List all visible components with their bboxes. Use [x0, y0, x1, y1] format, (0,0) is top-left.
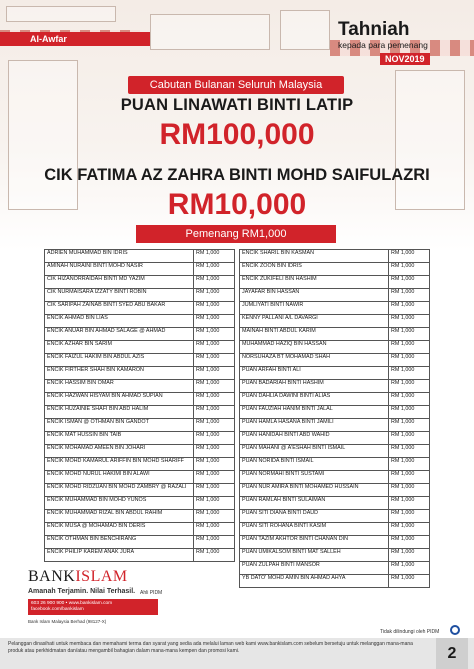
winner-row	[45, 458, 235, 471]
winner-name: PUAN FAUZIAH HANIM BINTI JALAL	[240, 406, 389, 419]
winner-amount: RM 1,000	[194, 263, 235, 276]
winner-name: ENCIK MOHD RIDZUAN BIN MOHD ZAMBRY @ RAZALI	[45, 484, 194, 497]
winner-row	[45, 406, 235, 419]
pidm-member-label: Ahli PIDM	[140, 590, 163, 596]
winner-amount: RM 1,000	[194, 471, 235, 484]
winner-amount: RM 1,000	[389, 328, 430, 341]
section-tag: Al-Awfar	[0, 32, 150, 46]
congratulations-heading	[338, 19, 448, 64]
winner-name: PUAN DAHLIA DAWINI BINTI ALIAS	[240, 393, 389, 406]
winner-amount: RM 1,000	[194, 328, 235, 341]
winner-row	[45, 393, 235, 406]
winners-table-right	[239, 249, 430, 588]
winner-name: PUAN NORIDA BINTI ISMAIL	[240, 458, 389, 471]
winner-row	[45, 549, 235, 562]
winner-amount: RM 1,000	[194, 367, 235, 380]
winner-amount: RM 1,000	[194, 302, 235, 315]
winner-name: PUAN NUR AMIRA BINTI MOHAMED HUSSAIN	[240, 484, 389, 497]
winner-amount: RM 1,000	[194, 380, 235, 393]
tahniah-title: Tahniah	[338, 19, 410, 40]
winner-amount: RM 1,000	[194, 250, 235, 263]
grand-winner-name: PUAN LINAWATI BINTI LATIP	[120, 96, 354, 114]
winner-name: ENCIK MUSA @ MOHAMAD BIN DERIS	[45, 523, 194, 536]
bank-branding	[28, 568, 188, 624]
winner-name: PUAN HANIDAH BINTI ABD WAHID	[240, 432, 389, 445]
winner-row	[240, 263, 430, 276]
winner-amount: RM 1,000	[194, 523, 235, 536]
winner-amount: RM 1,000	[389, 510, 430, 523]
winner-row	[240, 471, 430, 484]
winner-row	[240, 432, 430, 445]
winner-amount: RM 1,000	[389, 367, 430, 380]
winner-name: ADRIEN MUHAMMAD BIN IDRIS	[45, 250, 194, 263]
winner-row	[240, 419, 430, 432]
winner-amount: RM 1,000	[389, 432, 430, 445]
winner-amount: RM 1,000	[194, 432, 235, 445]
winner-amount: RM 1,000	[194, 484, 235, 497]
tahniah-subtitle: kepada para pemenang	[338, 40, 428, 50]
winner-amount: RM 1,000	[194, 536, 235, 549]
winner-amount: RM 1,000	[194, 458, 235, 471]
winner-name: ENCIK ZOON BIN IDRIS	[240, 263, 389, 276]
winner-amount: RM 1,000	[389, 393, 430, 406]
winner-amount: RM 1,000	[389, 263, 430, 276]
winner-name: PUAN TAZIM AKHTOR BINTI CHANAN DIN	[240, 536, 389, 549]
winner-amount: RM 1,000	[194, 315, 235, 328]
building-illustration	[280, 10, 330, 50]
winner-name: ENCIK ZUKIFELI BIN HASHIM	[240, 276, 389, 289]
month-badge: NOV2019	[380, 53, 430, 65]
winner-name: PUAN NORMAHI BINTI SUSTAMI	[240, 471, 389, 484]
winner-name: MAINAH BINTI ABDUL KARIM	[240, 328, 389, 341]
winners-subtitle: Pemenang RM1,000	[136, 225, 336, 243]
logo-text-bank: BANK	[28, 568, 76, 585]
winner-row	[45, 354, 235, 367]
winner-name: ENCIK AHMAD BIN LIAS	[45, 315, 194, 328]
winner-name: ENCIK MOHD NURUL HAKIMI BIN ALAWI	[45, 471, 194, 484]
winner-row	[240, 380, 430, 393]
winner-amount: RM 1,000	[389, 549, 430, 562]
winner-name: ENCIK AZHAR BIN SARIM	[45, 341, 194, 354]
winner-row	[45, 276, 235, 289]
winner-name: ENCIK HUZAINIE SHAFI BIN ABD HALIM	[45, 406, 194, 419]
building-illustration	[6, 6, 116, 22]
winner-row	[240, 549, 430, 562]
winner-amount: RM 1,000	[389, 380, 430, 393]
winner-name: PUAN HAMLA HASANA BINTI JAMILI	[240, 419, 389, 432]
winner-row	[45, 289, 235, 302]
winner-name: JAYAFAR BIN HASSAN	[240, 289, 389, 302]
winner-row	[45, 315, 235, 328]
winner-row	[240, 328, 430, 341]
winner-row	[45, 380, 235, 393]
winner-row	[240, 341, 430, 354]
winner-row	[240, 354, 430, 367]
winner-amount: RM 1,000	[389, 458, 430, 471]
winner-name: PUAN ZULPAH BINTI MANSOR	[240, 562, 389, 575]
winner-row	[240, 250, 430, 263]
second-prize-amount: RM10,000	[167, 188, 307, 221]
winner-name: ENCIK HASSIM BIN OMAR	[45, 380, 194, 393]
winner-amount: RM 1,000	[389, 341, 430, 354]
winner-name: YB DATO' MOHD AMIN BIN AHMAD AHYA	[240, 575, 389, 588]
winner-row	[240, 315, 430, 328]
winner-row	[240, 289, 430, 302]
winner-amount: RM 1,000	[194, 341, 235, 354]
winner-name: PUAN SITI DIANA BINTI DAUD	[240, 510, 389, 523]
winner-row	[240, 536, 430, 549]
winner-amount: RM 1,000	[194, 393, 235, 406]
winner-row	[240, 367, 430, 380]
winner-amount: RM 1,000	[389, 276, 430, 289]
draw-title: Cabutan Bulanan Seluruh Malaysia	[128, 76, 344, 94]
winner-name: PUAN RAMLAH BINTI SULAIMAN	[240, 497, 389, 510]
pidm-notice: Tidak dilindungi oleh PIDM	[380, 629, 440, 635]
winner-name: ENCIK FAIZUL HAKIM BIN ABDUL AZIS	[45, 354, 194, 367]
winner-name: AMINAH NURAINI BINTI MOHD NASIR	[45, 263, 194, 276]
winner-amount: RM 1,000	[389, 523, 430, 536]
contact-facebook: facebook.com/bankislam	[31, 607, 84, 612]
winner-row	[45, 471, 235, 484]
winners-table-left	[44, 249, 235, 562]
winner-amount: RM 1,000	[194, 289, 235, 302]
winner-amount: RM 1,000	[389, 575, 430, 588]
winner-amount: RM 1,000	[389, 471, 430, 484]
winner-amount: RM 1,000	[194, 549, 235, 562]
building-illustration	[150, 14, 270, 50]
disclaimer-text: Pelanggan dinasihati untuk membaca dan memahami terma dan syarat yang sedia ada melalui laman web kami www.bankislam.com sebelum bersetuju untuk melanggan mana-mana produk atau perkhidmatan dan/atau mengambil bahagian dalam mana-mana kempen dan promosi kami.	[8, 641, 413, 654]
winner-amount: RM 1,000	[389, 315, 430, 328]
logo-text-islam: ISLAM	[75, 568, 128, 585]
winner-name: ENCIK HAZWAN HISYAM BIN AHMAD SUPIAN	[45, 393, 194, 406]
winner-row	[45, 432, 235, 445]
winner-row	[240, 445, 430, 458]
winner-row	[240, 276, 430, 289]
winner-row	[45, 419, 235, 432]
winner-amount: RM 1,000	[389, 536, 430, 549]
winner-amount: RM 1,000	[389, 562, 430, 575]
winner-row	[240, 406, 430, 419]
contact-box	[28, 599, 158, 615]
winner-amount: RM 1,000	[389, 497, 430, 510]
winner-amount: RM 1,000	[194, 354, 235, 367]
winner-name: ENCIK PHILIP KAREM ANAK JURA	[45, 549, 194, 562]
winner-name: CIK NURMAISARA IZZATY BINTI ROBIN	[45, 289, 194, 302]
winner-amount: RM 1,000	[194, 276, 235, 289]
bank-tagline: Amanah Terjamin. Nilai Terhasil.	[28, 588, 136, 595]
winner-row	[45, 263, 235, 276]
winner-amount: RM 1,000	[389, 406, 430, 419]
winner-amount: RM 1,000	[389, 354, 430, 367]
winner-name: PUAN BADARIAH BINTI HASHIM	[240, 380, 389, 393]
grand-prize-amount: RM100,000	[159, 118, 315, 151]
winner-row	[240, 497, 430, 510]
winner-name: CIK HIZANORRAIDAH BINTI MD YAZIM	[45, 276, 194, 289]
winner-row	[240, 575, 430, 588]
winner-row	[45, 328, 235, 341]
winner-row	[240, 484, 430, 497]
page-number: 2	[436, 638, 468, 669]
winner-row	[45, 484, 235, 497]
winner-row	[45, 497, 235, 510]
winner-name: PUAN SITI ROHANA BINTI KASIM	[240, 523, 389, 536]
winner-name: ENCIK ISMAN @ OTHMAN BIN GANDOT	[45, 419, 194, 432]
winner-row	[240, 458, 430, 471]
winner-amount: RM 1,000	[194, 497, 235, 510]
winner-row	[240, 302, 430, 315]
bank-logo	[28, 568, 188, 586]
winner-amount: RM 1,000	[194, 510, 235, 523]
winner-name: ENCIK FIRTHER SHAH BIN KAMARON	[45, 367, 194, 380]
winner-name: CIK SARIPAH ZAINAB BINTI SYED ABU BAKAR	[45, 302, 194, 315]
winner-name: ENCIK MAT HUSSIN BIN TAIB	[45, 432, 194, 445]
winner-row	[45, 302, 235, 315]
winner-name: ENCIK OTHMAN BIN BENCHIRANG	[45, 536, 194, 549]
winner-name: NORSUHAZA BT MOHAMAD SHAH	[240, 354, 389, 367]
winner-row	[240, 562, 430, 575]
winner-name: KENNY PALLANI A/L DAVARGI	[240, 315, 389, 328]
winner-name: ENCIK MOHD KAMARUL ARIFFIN BIN MOHD SHARIFF	[45, 458, 194, 471]
winner-name: ENCIK SHARIL BIN KASMAN	[240, 250, 389, 263]
winner-row	[240, 393, 430, 406]
winner-name: ENCIK MOHAMAD AMEEN BIN JOHARI	[45, 445, 194, 458]
winner-row	[45, 523, 235, 536]
winner-name: PUAN UMIKALSOM BINTI MAT SALLEH	[240, 549, 389, 562]
winner-row	[45, 536, 235, 549]
winner-row	[45, 445, 235, 458]
pidm-logo-icon	[450, 625, 460, 635]
winner-row	[45, 341, 235, 354]
winner-amount: RM 1,000	[389, 302, 430, 315]
winner-row	[45, 510, 235, 523]
winner-row	[45, 250, 235, 263]
winner-row	[240, 510, 430, 523]
winner-name: PUAN ARFAH BINTI ALI	[240, 367, 389, 380]
winner-name: ENCIK ANUAR BIN AHMAD SALAGE @ AHMAD	[45, 328, 194, 341]
winner-row	[45, 367, 235, 380]
winner-amount: RM 1,000	[389, 419, 430, 432]
winner-name: ENCIK MUHAMMAD BIN MOHD YUNOS	[45, 497, 194, 510]
winner-amount: RM 1,000	[389, 289, 430, 302]
contact-phone-web: 603 26 900 900 • www.bankislam.com	[31, 601, 113, 606]
winner-amount: RM 1,000	[389, 445, 430, 458]
winner-row	[240, 523, 430, 536]
winner-name: JUMLIYATI BINTI NAWIR	[240, 302, 389, 315]
winner-name: ENCIK MUHAMMAD RIZAL BIN ABDUL RAHIM	[45, 510, 194, 523]
company-registration: Bank Islam Malaysia Berhad (98127-X)	[28, 619, 107, 624]
second-winner-name: CIK FATIMA AZ ZAHRA BINTI MOHD SAIFULAZRI	[44, 166, 430, 184]
winner-name: MUHAMMAD HAZIQ BIN HASSAN	[240, 341, 389, 354]
winner-amount: RM 1,000	[389, 484, 430, 497]
winner-amount: RM 1,000	[194, 419, 235, 432]
winner-amount: RM 1,000	[194, 406, 235, 419]
winner-amount: RM 1,000	[389, 250, 430, 263]
winner-amount: RM 1,000	[194, 445, 235, 458]
winner-name: PUAN MAHANI @ A'ESHAH BINTI ISMAIL	[240, 445, 389, 458]
